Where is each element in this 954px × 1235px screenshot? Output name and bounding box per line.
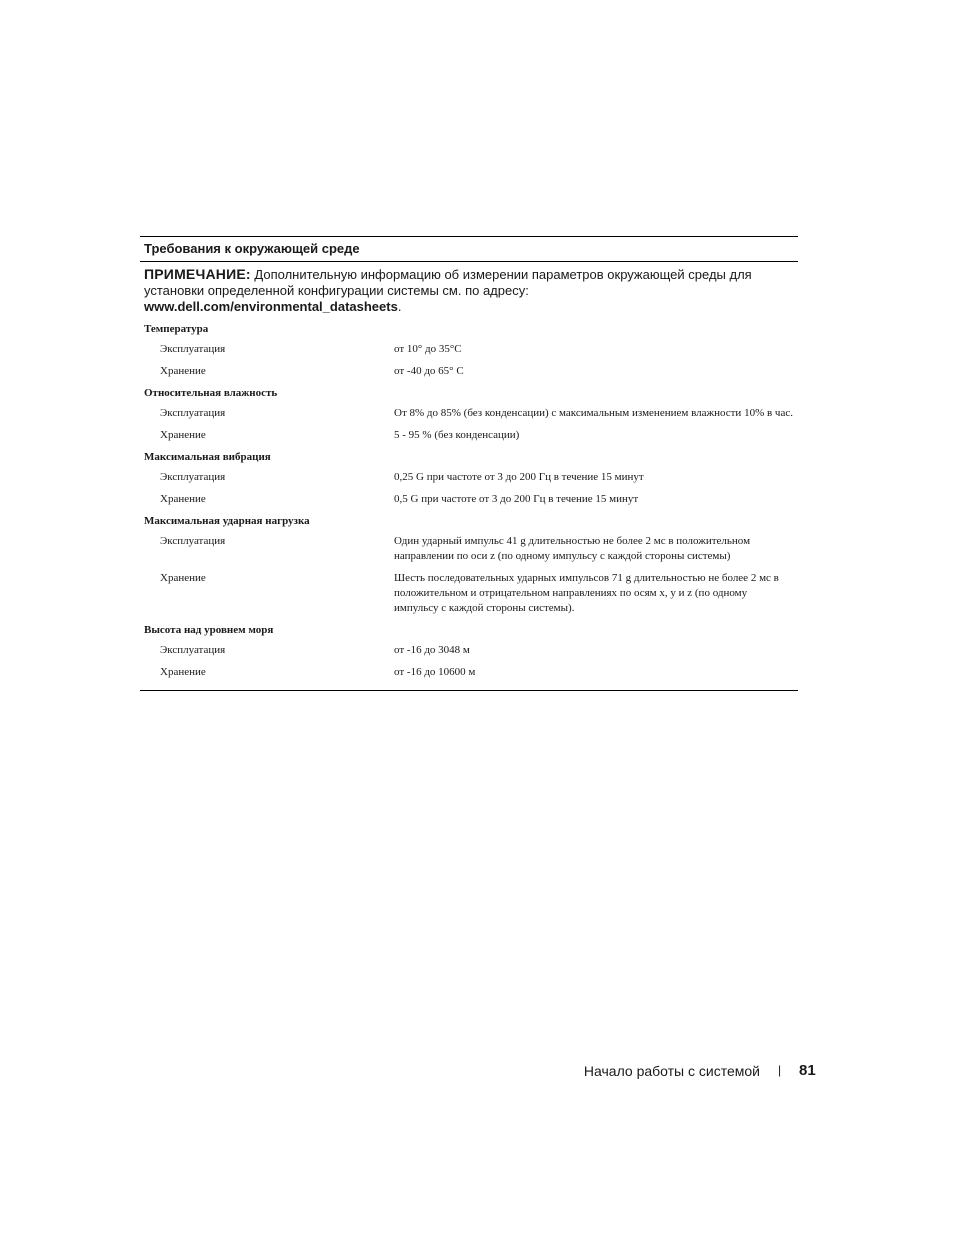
table-row — [140, 531, 798, 568]
row-label: Хранение — [160, 429, 206, 441]
row-value: 0,5 G при частоте от 3 до 200 Гц в течение 15 минут — [394, 493, 639, 505]
footer-section-title: Начало работы с системой — [583, 1063, 760, 1079]
bottom-rule — [140, 690, 798, 691]
table-row — [140, 489, 798, 511]
section-heading: Максимальная вибрация — [144, 451, 271, 463]
section-heading: Относительная влажность — [144, 387, 278, 399]
table-row — [140, 339, 798, 361]
row-value: 0,25 G при частоте от 3 до 200 Гц в течение 15 минут — [394, 471, 644, 483]
row-label: Эксплуатация — [160, 471, 226, 483]
row-label: Хранение — [160, 493, 206, 505]
row-label: Эксплуатация — [160, 535, 226, 547]
row-value: Один ударный импульс 41 g длительностью не более 2 мс в положительном направлении по оси z (по одному импульсу с каждой стороны системы) — [394, 535, 751, 562]
table-row — [140, 568, 798, 620]
table-title: Требования к окружающей среде — [144, 241, 360, 256]
table-row — [140, 640, 798, 662]
note-text: Дополнительную информацию об измерении параметров окружающей среды для установки определенной конфигурации системы см. по адресу: — [144, 267, 752, 298]
environment-table — [140, 236, 798, 691]
section-heading: Температура — [144, 323, 209, 335]
page-number: 81 — [799, 1062, 816, 1079]
row-label: Эксплуатация — [160, 343, 226, 355]
row-value: от 10° до 35°C — [394, 343, 462, 355]
note-label: ПРИМЕЧАНИЕ: — [144, 266, 251, 282]
table-row — [140, 361, 798, 383]
row-value: Шесть последовательных ударных импульсов 71 g длительностью не более 2 мс в положительном и отрицательном направлениях по осям x, y и z (по одному импульсу с каждой стороны системы). — [394, 572, 779, 614]
row-value: от -16 до 3048 м — [394, 644, 470, 656]
table-row — [140, 403, 798, 425]
page-footer — [0, 1060, 954, 1082]
table-row — [140, 467, 798, 489]
footer-separator: | — [778, 1063, 782, 1077]
section-heading: Высота над уровнем моря — [144, 624, 274, 636]
row-label: Хранение — [160, 365, 206, 377]
row-value: 5 - 95 % (без конденсации) — [394, 429, 520, 441]
note-block — [140, 262, 798, 319]
row-label: Эксплуатация — [160, 407, 226, 419]
row-value: от -16 до 10600 м — [394, 666, 476, 678]
row-label: Эксплуатация — [160, 644, 226, 656]
row-value: от -40 до 65° C — [394, 365, 464, 377]
row-value: От 8% до 85% (без конденсации) с максимальным изменением влажности 10% в час. — [394, 407, 793, 419]
note-end: . — [397, 299, 402, 314]
datasheets-link[interactable]: www.dell.com/environmental_datasheets — [144, 299, 398, 314]
row-label: Хранение — [160, 572, 206, 584]
table-row — [140, 662, 798, 684]
table-row — [140, 425, 798, 447]
row-label: Хранение — [160, 666, 206, 678]
section-heading: Максимальная ударная нагрузка — [144, 515, 310, 527]
